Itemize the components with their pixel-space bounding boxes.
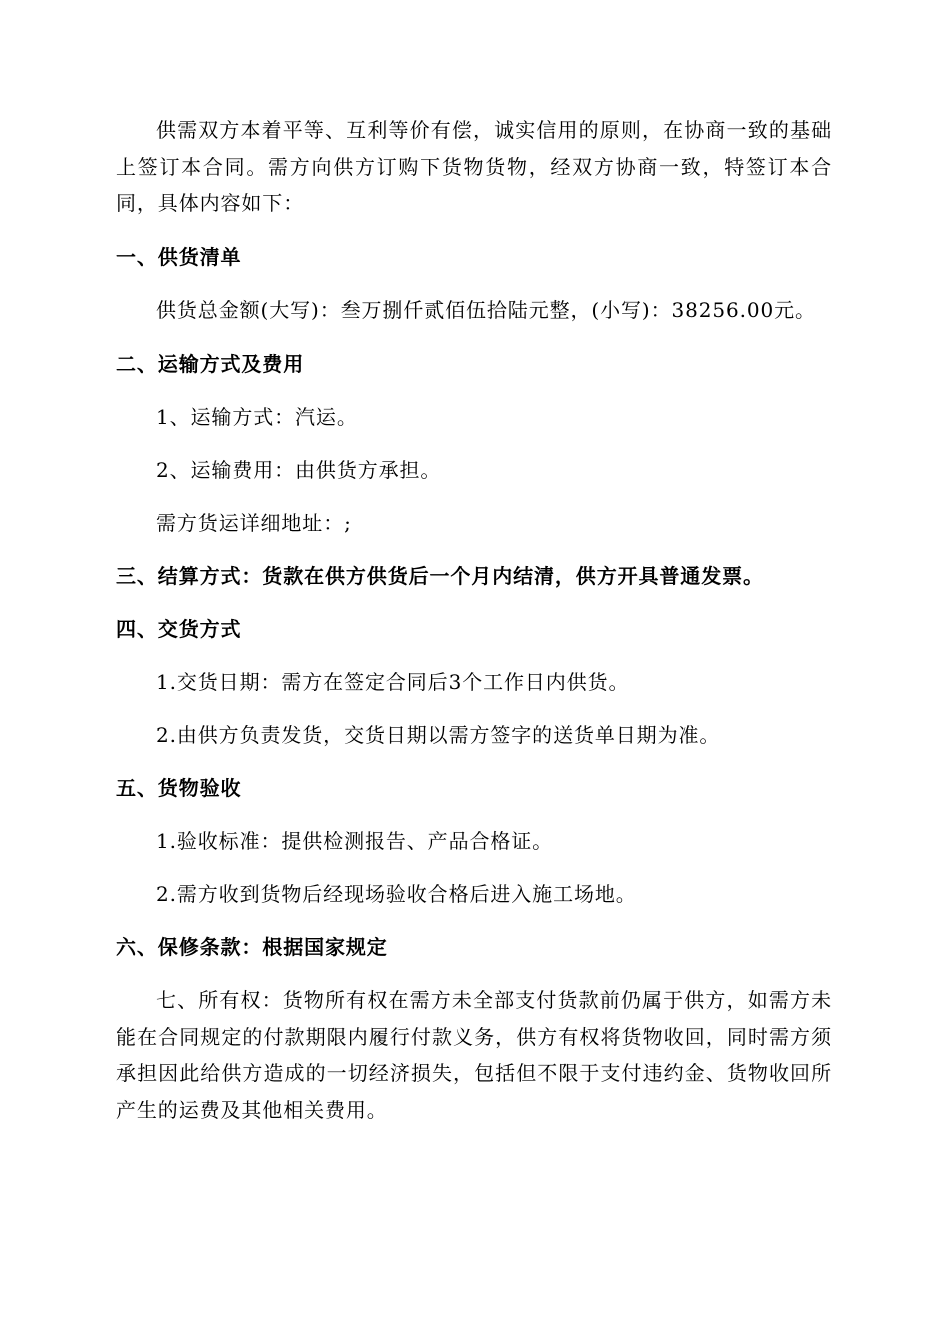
transport-method-item: 1、运输方式：汽运。 [156,405,358,429]
section-4-heading: 四、交货方式 [116,617,242,641]
acceptance-process-item: 2.需方收到货物后经现场验收合格后进入施工场地。 [156,882,637,906]
section-6-heading: 六、保修条款：根据国家规定 [116,935,388,959]
ownership-paragraph: 七、所有权：货物所有权在需方未全部支付货款前仍属于供方，如需方未能在合同规定的付款期限内履行付款义务，供方有权将货物收回，同时需方须承担因此给供方造成的一切经济损失，包括但不限于支付违约金、货物收回所产生的运费及其他相关费用。 [116,988,832,1122]
total-amount-paragraph: 供货总金额(大写)：叁万捌仟贰佰伍拾陆元整，(小写)：38256.00元。 [156,297,816,322]
section-2-heading: 二、运输方式及费用 [116,352,305,376]
section-1-heading: 一、供货清单 [116,244,242,269]
acceptance-standard-item: 1.验收标准：提供检测报告、产品合格证。 [156,829,554,853]
delivery-date-item: 1.交货日期：需方在签定合同后3个工作日内供货。 [156,670,630,694]
section-5-heading: 五、货物验收 [116,776,242,800]
transport-cost-item: 2、运输费用：由供货方承担。 [156,458,442,482]
contract-document [116,110,832,1128]
section-3-heading: 三、结算方式：货款在供方供货后一个月内结清，供方开具普通发票。 [116,564,764,588]
intro-paragraph: 供需双方本着平等、互利等价有偿，诚实信用的原则，在协商一致的基础上签订本合同。需方向供方订购下货物货物，经双方协商一致，特签订本合同，具体内容如下： [116,118,832,215]
delivery-responsibility-item: 2.由供方负责发货，交货日期以需方签字的送货单日期为准。 [156,723,721,747]
delivery-address-item: 需方货运详细地址：; [156,511,352,535]
